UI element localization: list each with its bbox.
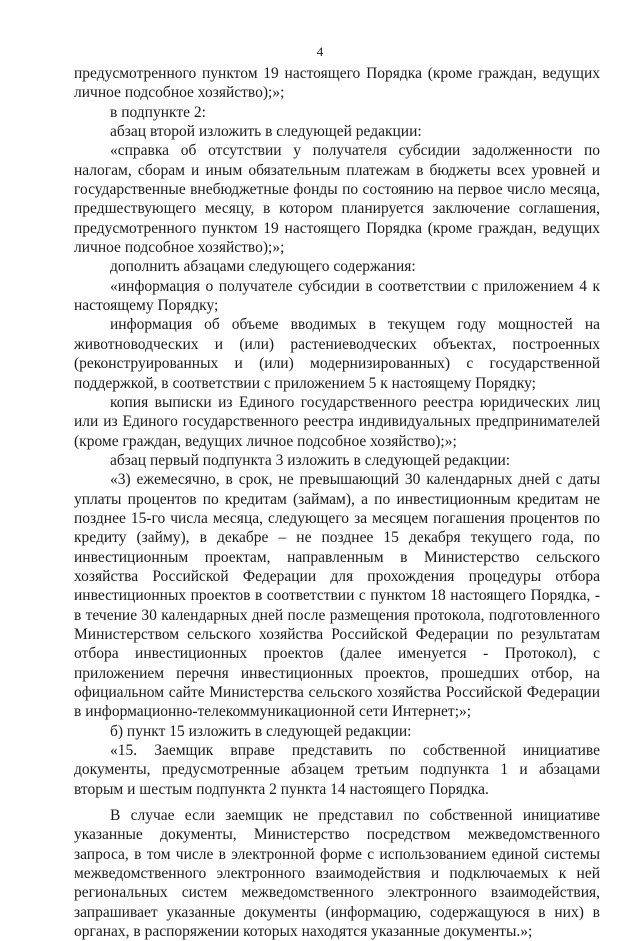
paragraph-capacity-info: информация об объеме вводимых в текущем году мощностей на животноводческих и (или) растениеводческих объектах, построенных (реконструированных и (или) модернизированных) с государственной поддержкой, в соответствии с приложением 5 к настоящему Порядку; — [74, 316, 600, 392]
paragraph-add-abzacs: дополнить абзацами следующего содержания: — [110, 258, 416, 276]
paragraph-continuation: предусмотренного пунктом 19 настоящего Порядка (кроме граждан, ведущих личное подсобное хозяйство);»; — [74, 65, 600, 102]
paragraph-subpoint-2: в подпункте 2: — [110, 103, 206, 121]
document-body — [74, 64, 600, 941]
paragraph-tax-certificate: «справка об отсутствии у получателя субсидии задолженности по налогам, сборам и иным обязательным платежам в бюджеты всех уровней и государственные внебюджетные фонды по состоянию на первое число месяца, предшествующего месяцу, в котором планируется заключение соглашения, предусмотренного пунктом 19 настоящего Порядка (кроме граждан, ведущих личное подсобное хозяйство);»; — [74, 142, 600, 257]
paragraph-monthly-deadline: «3) ежемесячно, в срок, не превышающий 30 календарных дней с даты уплаты процентов по кредитам (займам), а по инвестиционным кредитам не позднее 15-го числа месяца, следующего за месяцем погашения процентов по кредиту (займу), в декабре – не позднее 15 декабря текущего года, по инвестиционным проектам, направленным в Министерство сельского хозяйства Российской Федерации для прохождения процедуры отбора инвестиционных проектов в соответствии с пунктом 18 настоящего Порядка, - в течение 30 календарных дней после размещения протокола, подготовленного Министерством сельского хозяйства Российской Федерации по результатам отбора инвестиционных проектов (далее именуется - Протокол), с приложением перечня инвестиционных проектов, прошедших отбор, на официальном сайте Министерства сельского хозяйства Российской Федерации в информационно-телекоммуникационной сети Интернет;»; — [74, 471, 600, 721]
page-number: 4 — [316, 44, 324, 59]
paragraph-interagency-request: В случае если заемщик не представил по собственной инициативе указанные документы, Министерство посредством межведомственного запроса, в том числе в электронной форме с использованием единой системы межведомственного электронного взаимодействия и подключаемых к ней региональных систем межведомственного электронного взаимодействия, запрашивает указанные документы (информацию, содержащуюся в них) в органах, в распоряжении которых находятся указанные документы.»; — [74, 807, 600, 941]
paragraph-second-abzac: абзац второй изложить в следующей редакции: — [110, 123, 422, 141]
paragraph-recipient-info: «информация о получателе субсидии в соответствии с приложением 4 к настоящему Порядку; — [74, 277, 600, 315]
paragraph-registry-extract: копия выписки из Единого государственного реестра юридических лиц или из Единого государственного реестра индивидуальных предпринимателей (кроме граждан, ведущих личное подсобное хозяйство);»; — [74, 393, 600, 450]
paragraph-point-15-heading: б) пункт 15 изложить в следующей редакции: — [110, 722, 412, 740]
scan-artifact — [258, 858, 338, 882]
paragraph-subpoint-3: абзац первый подпункта 3 изложить в следующей редакции: — [110, 451, 511, 469]
paragraph-point-15-text: «15. Заемщик вправе представить по собственной инициативе документы, предусмотренные абзацем третьим подпункта 1 и абзацами вторым и шестым подпункта 2 пункта 14 настоящего Порядка. — [74, 742, 600, 798]
